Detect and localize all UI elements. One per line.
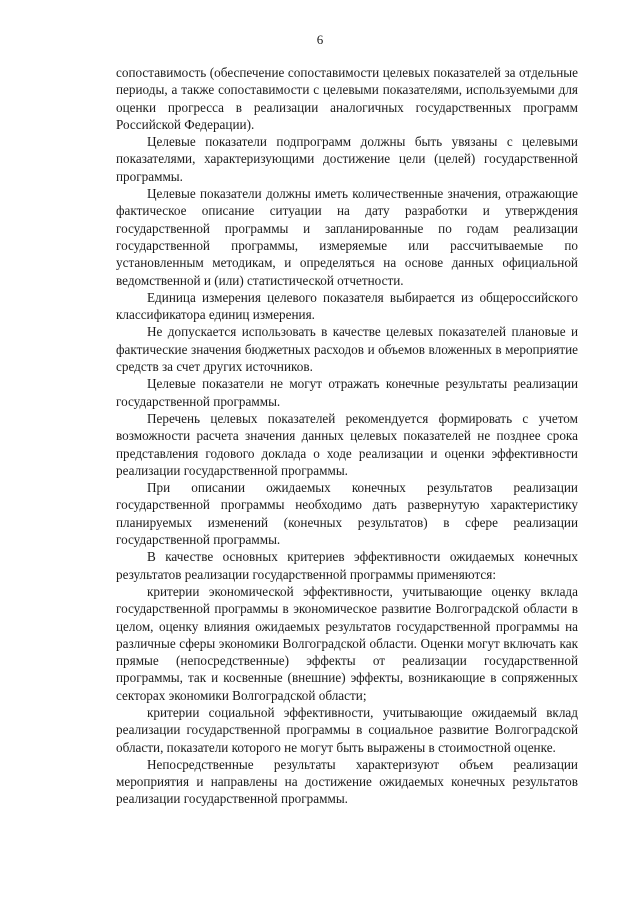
paragraph: сопоставимость (обеспечение сопоставимости целевых показателей за отдельные периоды, а также сопоставимости с целевыми показателями, используемыми для оценки прогресса в реализации аналогичных государственных программ Российской Федерации). (116, 65, 578, 132)
paragraph: В качестве основных критериев эффективности ожидаемых конечных результатов реализации государственной программы применяются: (116, 549, 578, 582)
paragraph: Целевые показатели должны иметь количественные значения, отражающие фактическое описание ситуации на дату разработки и утверждения государственной программы и запланированные по годам реализации государственной программы, измеряемые или рассчитываемые по установленным методикам, и определяться на основе данных официальной ведомственной и (или) статистической отчетности. (116, 186, 578, 288)
paragraph: Перечень целевых показателей рекомендуется формировать с учетом возможности расчета значения данных целевых показателей не позднее срока представления годового доклада о ходе реализации и оценки эффективности реализации государственной программы. (116, 410, 578, 478)
paragraph: Целевые показатели подпрограмм должны быть увязаны с целевыми показателями, характеризующими достижение цели (целей) государственной программы. (116, 134, 578, 184)
page-number: 6 (316, 32, 324, 47)
paragraph: критерии экономической эффективности, учитывающие оценку вклада государственной программы в экономическое развитие Волгоградской области в целом, оценку влияния ожидаемых результатов государственной программы на различные сферы экономики Волгоградской области. Оценки могут включать как прямые (непосредственные) эффекты от реализации государственной программы, так и косвенные (внешние) эффекты, возникающие в сопряженных секторах экономики Волгоградской области; (116, 583, 578, 703)
paragraph: критерии социальной эффективности, учитывающие ожидаемый вклад реализации государственной программы в социальное развитие Волгоградской области, показатели которого не могут быть выражены в стоимостной оценке. (116, 704, 578, 755)
document-body (116, 64, 578, 808)
paragraph: Не допускается использовать в качестве целевых показателей плановые и фактические значения бюджетных расходов и объемов вложенных в мероприятие средств за счет других источников. (116, 324, 578, 375)
paragraph: Целевые показатели не могут отражать конечные результаты реализации государственной программы. (116, 376, 578, 409)
paragraph: При описании ожидаемых конечных результатов реализации государственной программы необходимо дать развернутую характеристику планируемых изменений (конечных результатов) в сфере реализации государственной программы. (116, 480, 578, 548)
paragraph: Непосредственные результаты характеризуют объем реализации мероприятия и направлены на достижение ожидаемых конечных результатов реализации государственной программы. (116, 756, 578, 807)
paragraph: Единица измерения целевого показателя выбирается из общероссийского классификатора единиц измерения. (116, 289, 578, 323)
